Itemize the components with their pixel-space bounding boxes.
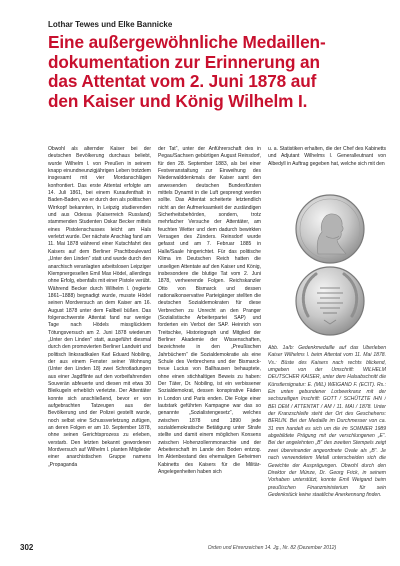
body-text-column-2: der Tat“, unter der Anführerschaft des in Pegau/Sachsen gebürtigen August Reinsdorf, für den 28. September 1883, als bei einer Festveranstaltung zur Einweihung des Niederwalddenkmals der Kaiser samt den anwesenden deutschen Bundesfürsten mittels Dynamit in die Luft gesprengt werden sollte. Das Attentat scheiterte letztendlich nicht an der Aufmerksamkeit der zuständigen Sicherheitsbehörden, sondern, trotz mehrfacher Versuche der Attentäter, am feuchten Wetter und dem dadurch bewirkten Versagen des Zünders. Reinsdorf wurde gefasst und am 7. Februar 1885 in Halle/Saale hingerichtet. Für das politische Klima im Deutschen Reich hatten die unseligen Attentate auf den Kaiser und König, insbesondere die blutige Tat vom 2. Juni 1878, verheerende Folgen. Reichskanzler Otto von Bismarck und dessen nationalkonservative Parteigänger stellten die deutschen Sozialdemokraten für diese Verbrechen zu Unrecht an den Pranger (Sozialistische Arbeiterpartei SAP) und forderten ein Verbot der SAP. Heinrich von Treitschke, Historiograph und Mitglied der Berliner Akademie der Wissenschaften, bezeichnete in den „Preußischen Jahrbüchern“ die Sozialdemokratie als eine Schule des Verbrechens und der Bismarck-treue Lucius von Ballhausen behauptete, ohne einen stichhaltigen Beweis zu haben: Der Täter, Dr. Nobiling, ist ein verbissener Sozialdemokrat, dessen konspirative Fäden in London und Paris enden. Die Folge einer lautstark geführten Kampagne war das so genannte „Sozialistengesetz“, welches zwischen 1878 und 1890 jede sozialdemokratische Betätigung unter Strafe stellte und damit einem möglichen Konsens zwischen Hohenzollernmonarchie und der Arbeiterschaft im Lande den Boden entzog. Im Aktenbestand des ehemaligen Geheimen Kabinetts des Kaisers für die Militär-Angelegenheiten haben sich	[158, 146, 261, 476]
page-number: 302	[20, 543, 34, 552]
medal-images	[270, 192, 386, 340]
journal-citation: Orden und Ehrenzeichen 14. Jg., Nr. 82 (Dezember 2012)	[207, 545, 337, 551]
body-column-1	[48, 146, 151, 536]
body-text-column-3: u. a. Statistiken erhalten, die der Chef des Kabinetts und Adjutant Wilhelms I. Generalleutnant von Albedyll in Auftrag gegeben hat, welche sich mit den	[268, 146, 386, 167]
title-line-3: das Attentat vom 2. Juni 1878 auf	[48, 71, 317, 91]
body-text-column-1: Obwohl als alternder Kaiser bei der deutschen Bevölkerung durchaus beliebt, wurde Wilhelm I. von Preußen in seinem knapp einundneunzigjährigen Leben trotzdem insgesamt mit vier Mordanschlägen konfrontiert. Das erste Attentat erfolgte am 14. Juli 1861, bei einem Kuraufenthalt in Baden-Baden, wo er durch den als politischen Wirrkopf bekannten, in Leipzig studierenden und aus Odessa (Kaiserreich Russland) stammenden Studenten Oskar Becker mittels eines Pistolenschusses leicht am Hals verletzt wurde. Der nächste Anschlag fand am 11. Mai 1878 während einer Kutschfahrt des Kaisers auf dem Berliner Prachtboulevard „Unter den Linden“ statt und wurde durch den anarchisch veranlagten arbeitslosen Leipziger Klempnergesellen Emil Max Hödel, allerdings ohne Erfolg, ebenfalls mit einer Pistole verübt. Während Becker durch Wilhelm I. (regierte 1861–1888) begnadigt wurde, musste Hödel seinen Mordversuch an dem Kaiser am 16. August 1878 unter dem Fallbeil büßen. Das folgenschwerste Attentat fand nur wenige Tage nach Hödels missglücktem Tötungsversuch am 2. Juni 1878 wiederum „Unter den Linden“ statt, ausgeführt diesmal durch den promovierten Berliner Landwirt und politisch linksradikalen Karl Eduard Nobiling, der aus einem Fenster seiner Wohnung (Unter den Linden 18) zwei Schrotladungen aus einer Jagdflinte auf den vorbeifahrenden Souverän abfeuerte und diesen mit etwa 30 Bleikugeln erheblich verletzte. Der Attentäter konnte sich anschließend, bevor er von aufgebrachten Tatzeugen aus der Bevölkerung und der Polizei gestellt wurde, noch selbst eine Schussverletzung zufügen, an deren Folgen er am 10. September 1878, ohne seinen Gerichtsprozess zu erleben, verstarb. Den letzten bekannt gewordenen Mordversuch auf Wilhelm I. planten Mitglieder einer anarchistischen Gruppe namens „Propaganda	[48, 146, 151, 468]
figure-caption	[268, 345, 386, 530]
title-line-4: den Kaiser und König Wilhelm I.	[48, 90, 308, 111]
body-column-3	[268, 146, 386, 186]
medal-figure	[270, 192, 386, 340]
medal-reverse-image	[296, 267, 364, 335]
article-title	[48, 33, 393, 111]
medal-obverse-image	[296, 195, 364, 263]
title-line-1: Eine außergewöhnliche Medaillen-	[48, 32, 326, 52]
article-authors: Lothar Tewes und Elke Bannicke	[48, 20, 173, 29]
figure-caption-text: Abb. 1a/b: Gedenkmedaille auf das Überleben Kaiser Wilhelms I. beim Attentat vom 11. Mai 1878. Vs.: Büste des Kaisers nach rechts blickend, umgeben von der Umschrift: WILHELM DEUTSCHER KAISER, unter dem Halsabschnitt die Künstlersignatur: E. (MIL) WEIGAND F. (ECIT). Rs.: Ein unten gebundener Lorbeerkranz mit der sechszeiligen Inschrift: GOTT / SCHÜTZTE IHN / BEI DEM / ATTENTAT / AM / 11. MAI / 1878. Unter der Kranzschleife steht der Ort des Geschehens: BERLIN. Bei der Medaille im Durchmesser von ca. 31 mm handelt es sich um die im SOMMER 1989 abgebildete Prägung mit der verschlungenen „E“. Bei der angelehnten „B“ des zweiten Stempels zeigt zwei übereinander angeordnete Ovale als „B“. Je nach verwendetem Metall unterscheiden sich die Gewichte der Ausprägungen. Obwohl durch den Direktor der Münze, Dr. Georg Frick, in seinem Vorhaben unterstützt, konnte Emil Weigand beim preußischen Finanzministerium für sein Gedenkstück keine staatliche Anerkennung finden.	[268, 345, 386, 498]
body-column-2	[158, 146, 261, 536]
title-line-2: dokumentation zur Erinnerung an	[48, 51, 320, 72]
